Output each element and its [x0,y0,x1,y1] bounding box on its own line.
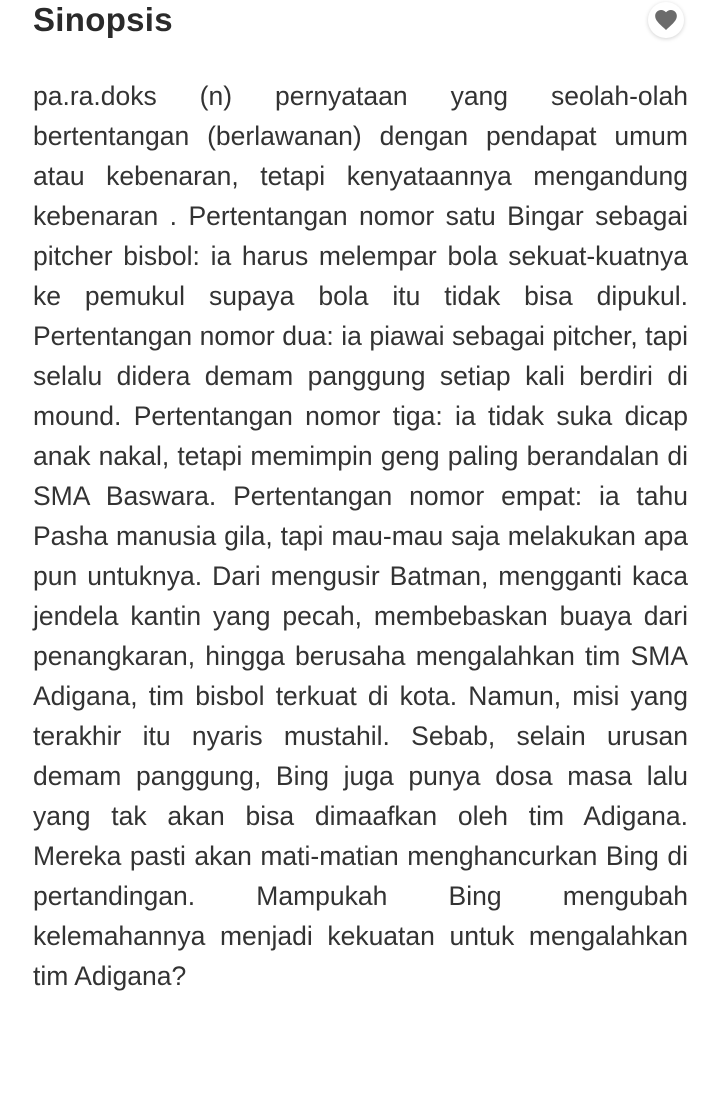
favorite-button[interactable] [648,2,684,38]
synopsis-text: pa.ra.doks (n) pernyataan yang seolah-olah bertentangan (berlawanan) dengan pendapat umum atau kebenaran, tetapi kenyataannya mengandung kebenaran . Pertentangan nomor satu Bingar sebagai pitcher bisbol: ia harus melempar bola sekuat-kuatnya ke pemukul supaya bola itu tidak bisa dipukul. Pertentangan nomor dua: ia piawai sebagai pitcher, tapi selalu didera demam panggung setiap kali berdiri di mound. Pertentangan nomor tiga: ia tidak suka dicap anak nakal, tetapi memimpin geng paling berandalan di SMA Baswara. Pertentangan nomor empat: ia tahu Pasha manusia gila, tapi mau-mau saja melakukan apa pun untuknya. Dari mengusir Batman, mengganti kaca jendela kantin yang pecah, membebaskan buaya dari penangkaran, hingga berusaha mengalahkan tim SMA Adigana, tim bisbol terkuat di kota. Namun, misi yang terakhir itu nyaris mustahil. Sebab, selain urusan demam panggung, Bing juga punya dosa masa lalu yang tak akan bisa dimaafkan oleh tim Adigana. Mereka pasti akan mati-matian menghancurkan Bing di pertandingan. Mampukah Bing mengubah kelemahannya menjadi kekuatan untuk mengalahkan tim Adigana? [33,81,688,991]
section-title: Sinopsis [33,1,173,38]
synopsis-header [33,0,688,40]
heart-icon [653,7,679,33]
